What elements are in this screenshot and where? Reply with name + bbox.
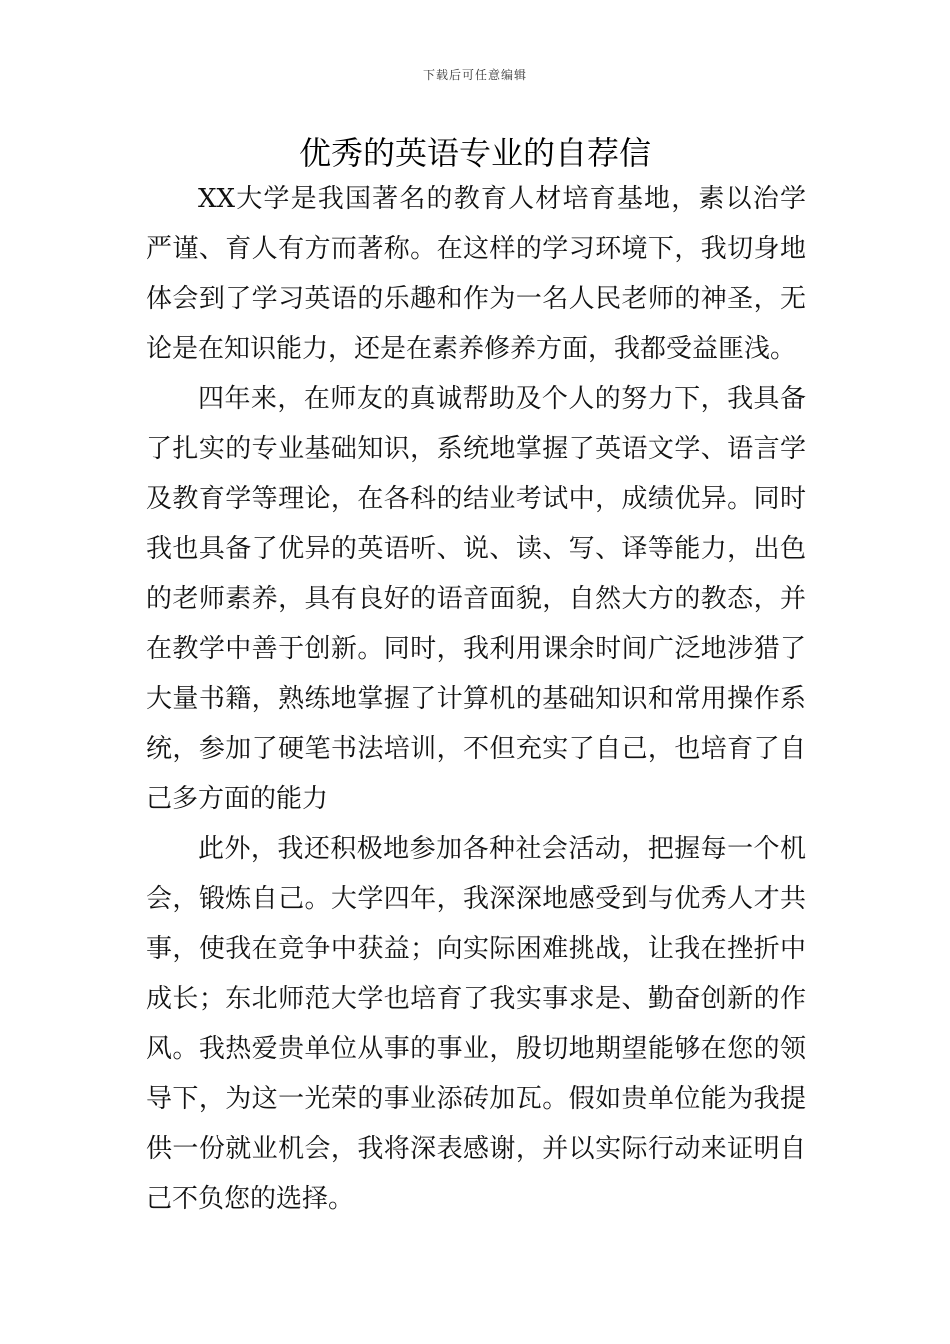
paragraph-1: XX大学是我国著名的教育人材培育基地，素以治学严谨、育人有方而著称。在这样的学习环境下，我切身地体会到了学习英语的乐趣和作为一名人民老师的神圣，无论是在知识能力，还是在素养修养方面，我都受益匪浅。	[146, 184, 806, 364]
header-note: 下载后可任意编辑	[422, 68, 527, 82]
document-title: 优秀的英语专业的自荐信	[298, 134, 651, 172]
letter-body	[146, 174, 806, 1224]
paragraph-3: 此外，我还积极地参加各种社会活动，把握每一个机会，锻炼自己。大学四年，我深深地感受到与优秀人才共事，使我在竞争中获益；向实际困难挑战，让我在挫折中成长；东北师范大学也培育了我实事求是、勤奋创新的作风。我热爱贵单位从事的事业，殷切地期望能够在您的领导下，为这一光荣的事业添砖加瓦。假如贵单位能为我提供一份就业机会，我将深表感谢，并以实际行动来证明自己不负您的选择。	[146, 834, 806, 1214]
paragraph-2: 四年来，在师友的真诚帮助及个人的努力下，我具备了扎实的专业基础知识，系统地掌握了英语文学、语言学及教育学等理论，在各科的结业考试中，成绩优异。同时我也具备了优异的英语听、说、读、写、译等能力，出色的老师素养，具有良好的语音面貌，自然大方的教态，并在教学中善于创新。同时，我利用课余时间广泛地涉猎了大量书籍，熟练地掌握了计算机的基础知识和常用操作系统，参加了硬笔书法培训，不但充实了自己，也培育了自己多方面的能力	[146, 384, 806, 814]
